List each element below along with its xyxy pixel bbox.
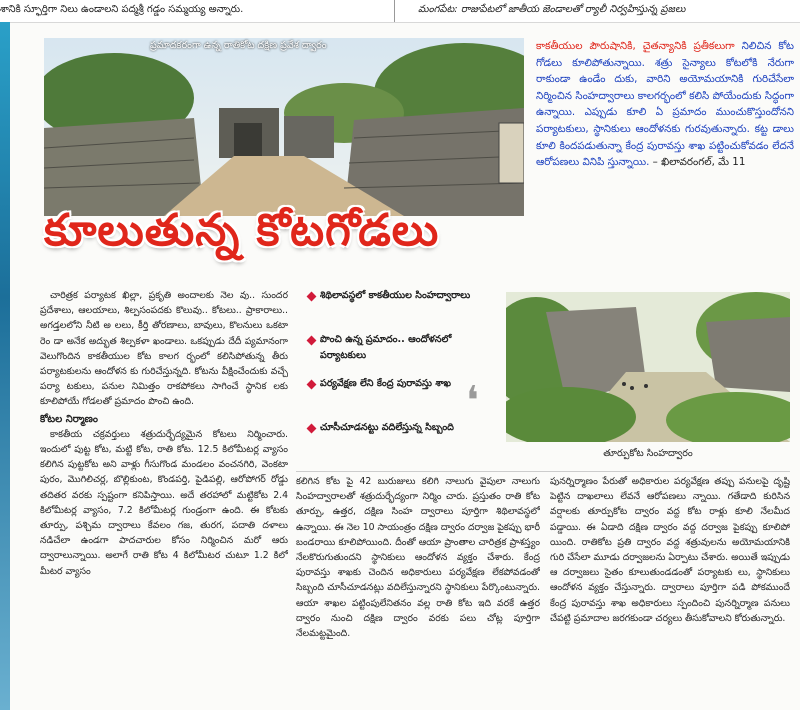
intro-lead: కాకతీయుల పౌరుషానికి, చైతన్యానికి ప్రతీకలుగా [536,40,735,52]
quote-mark-icon: ❛ [466,378,479,424]
column2-paragraph: కలిగిన కోట పై 42 బురుజులు కలిగి నాలుగు వైపులా నాలుగు సింహద్వారాలతో శత్రుదుర్భేద్యంగా నిర్మిం చారు. ప్రస్తుతం రాతి కోట తూర్పు, ఉత్తర, దక్షిణ సింహ ద్వారాలు పూర్తిగా శిథిలావస్థలో ఉన్నాయి. ఈ నెల 10 సాయంత్రం దక్షిణ ద్వారం దర్వాజ పైకప్పు భారీ బండరాయి కూలిపోయింది. దీంతో ఆయా ప్రాంతాల చారిత్రక ప్రాశస్త్యం నేలకొరుగుతుందని స్థానికులు ఆందోళన వ్యక్తం చేశారు. కేంద్ర పురావస్తు శాఖకు చెందిన అధికారులు పర్యవేక్షణ లేకపోవడంతో సిబ్బంది చూసీచూడనట్లు వదిలేస్తున్నారని స్థానికులు పేర్కొంటున్నారు. ఆయా శాఖల పట్టింపులేనితనం వల్ల రాతి కోట ఇది వరకే ఉత్తర ద్వారం నుంచి దక్షిణ ద్వారం వరకు పలు చోట్ల పూర్తిగా నేలమట్టమైంది. [296,476,540,640]
headline: కూలుతున్న కోటగోడలు [44,205,440,256]
east-gate-photo [506,292,790,442]
bullet-marker-icon [307,336,317,346]
fort-gate-photo [44,38,524,216]
intro-body: నిలిచిన కోట గోడలు కూలిపోతున్నాయి. శత్రు సైన్యాలు కోటలోకి నేరుగా రాకుండా ఉండేం దుకు, వారిని అయోమయానికి గురిచేసేలా నిర్మించిన సింహద్వారాలు కాలగర్భంలో కలిసి పోయేందుకు సిద్ధంగా ఉన్నాయి. ఎప్పుడు కూలి ఏ ప్రమాదం ముంచుకొస్తుందోనని పర్యాటకులు, స్థానికులు ఆందోళనకు గురవుతున్నారు. కట్ట డాలు కూలి కిందపడుతున్నా కేంద్ర పురావస్తు శాఖ పట్టించుకోవడం లేదనే ఆరోపణలు వినిపి స్తున్నాయి. [536,40,794,169]
article-column-1 [40,288,288,708]
left-color-bar [0,22,10,710]
column1-paragraph-2: కాకతీయ చక్రవర్తులు శత్రుదుర్భేద్యమైన కోటలు నిర్మించారు. ఇందులో పుట్ట కోట, మట్టి కోట, రాతి కోట. 12.5 కిలోమీటర్ల వ్యాసం కలిగిన పుట్టకోట అని వాళ్లు గీసుగొండ మండలం వంచనగిరి, వెంకటా పురం, మొగిలిచర్ల, బొల్లికుంట, కొండపర్తి, పైడిపల్లి, ఆరోపోగర్ రోడ్డు తదితర వరకు స్పష్టంగా కనిపిస్తాయి. అదే తరహాలో మట్టికోట 2.4 కిలోమీటర్ల వ్యాసం, 7.2 కిలోమీటర్ల గుండ్రంగా ఉంది. ఈ కోటకు తూర్పు, పశ్చిమ ద్వారాలు కేవలం గజ, తురగ, పదాతి దళాలు నడిచేలా ఉండగా పాదచారుల కోసం నిర్మించిన మరో ఆరు ద్వారాలున్నాయి. అలాగే రాతి కోట 4 కిలోమీటర చుటూ 1.2 కిలో మీటర వ్యాసం [40,428,288,577]
top-right-caption: మంగపేట: రాజుపేటలో జాతీయ జెండాలతో ర్యాలీ నిర్వహిస్తున్న ప్రజలు [418,4,686,15]
intro-paragraph [536,38,794,268]
column-divider [394,0,395,22]
column3-paragraph: పునర్నిర్మాణం పేరుతో అధికారుల పర్యవేక్షణ తప్పు పనులపై దృష్టి పెట్టిన దాఖలాలు లేవనే ఆరోపణలు న్నాయి. గతేడాది కురిసిన వర్షాలకు తూర్పుకోట ద్వారం వద్ద కోట రాళ్లు కూలి నేలమీద పడ్డాయి. ఈ ఏడాది దక్షిణ ద్వారం వద్ద దర్వాజ పైకప్పు కూలిపో యింది. రాతికోట ప్రతి ద్వారం వద్ద శత్రువులను అయోమయానికి గురి చేసేలా మూడు దర్వాజలను ఏర్పాటు చేశారు. అయితే ఇప్పుడు ఆ దర్వాజలు సైతం కూలుతుండడంతో పర్యాటకు లు, స్థానికులు ఆందోళన వ్యక్తం చేస్తున్నారు. ద్వారాలు పూర్తిగా పడి పోకముందే కేంద్ర పురావస్తు శాఖ అధికారులు స్పందించి పునర్నిర్మాణ పనులు చేపట్టి ప్రమాదాల జరగకుండా చర్యలు తీసుకోవాలని కోరుతున్నారు. [550,476,790,624]
top-left-caption: శానికి స్ఫూర్తిగా నిలు ఉండాలని పద్మశ్రీ గడ్డం సమ్మయ్య అన్నారు. [0,4,244,15]
photo-caption: ప్రమాదకరంగా ఉన్న రాతికోట దక్షిణ ప్రవేశ ద్వారం [150,40,327,51]
bullet-marker-icon [307,380,317,390]
photo2-caption: తూర్పుకోట సింహద్వారం [603,448,693,459]
highlight-bullets: శిథిలావస్థలో కాకతీయుల సింహద్వారాలు పొంచి ఉన్న ప్రమాదం.. ఆందోళనలో పర్యాటకులు పర్యవేక్షణ లేని కేంద్ర పురావస్తు శాఖ చూసీచూడనట్టు వదిలేస్తున్న సిబ్బంది [296,288,502,464]
section-divider [296,471,790,472]
dateline: – ఖిలావరంగల్‌, మే 11 [652,156,746,169]
article-column-3 [550,474,790,708]
bullet-marker-icon [307,292,317,302]
bullet-marker-icon [307,424,317,434]
article-column-2 [296,474,540,708]
column1-paragraph-1: చారిత్రక పర్యాటక ఖిల్లా, ప్రకృతి అందాలకు నెల వు.. సుందర ప్రదేశాలు, ఆలయాలు, శిల్పసంపదకు కొలువు.. కోటలు.. ప్రాకారాలు.. అగడ్తలలోని నీటి అ లలు, కీర్తి తోరణాలు, బావులు, కొలనులు ఒకటా రెం డా అనేక అద్భుత శిల్పకళా ఖండాలు. ఒకప్పుడు దేదీ ప్యమానంగా వెలుగొందిన కాకతీయుల కోట కాలగ ర్భంలో కలిసిపోతున్న తీరు పర్యాటకులను ఆందోళన కు గురిచేస్తున్నది. కోటను వీక్షించేందుకు వచ్చే పర్యా టకులు, పనుల నిమిత్తం రాకపోకలు సాగించే స్థానిక లకు కూలిపోయే గోడలతో ప్రమాదం పొంచి ఉంది. [40,290,288,408]
subheading: కోటల నిర్మాణం [40,413,98,425]
